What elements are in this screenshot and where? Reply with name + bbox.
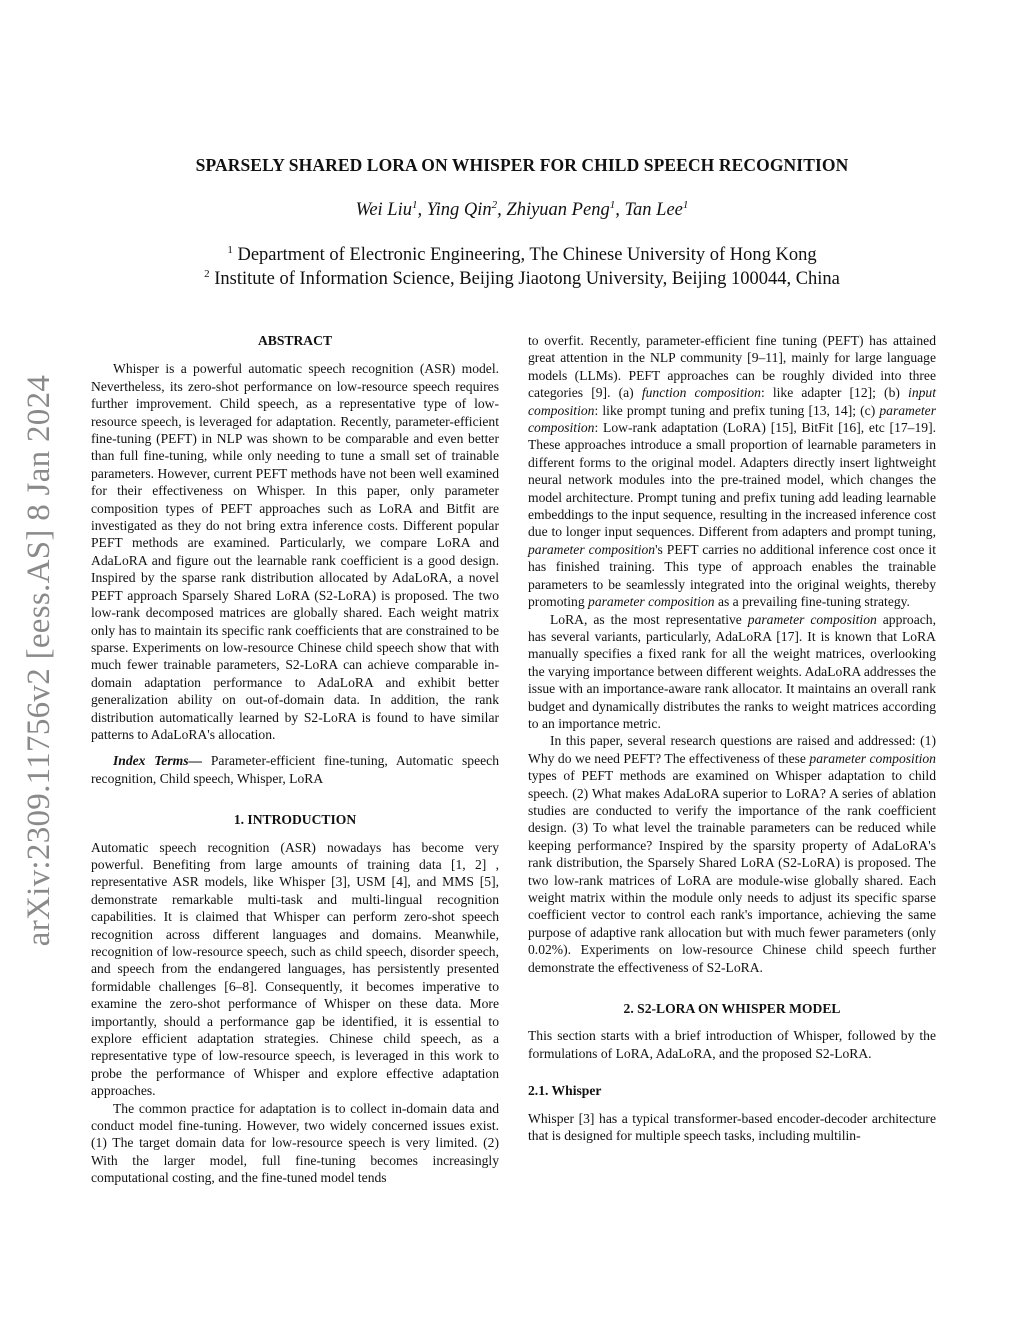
intro-paragraph: Automatic speech recognition (ASR) nowadays has become very powerful. Benefiting from large amounts of training data [1, 2] , representative ASR models, like Whisper [3], USM [4], and MMS [5], demonstrate remarkable multi-task and multi-lingual recognition capabilities. It is claimed that Whisper can perform zero-shot speech recognition across different languages and domains. Meanwhile, recognition of low-resource speech, such as child speech, disorder speech, and speech from the endangered languages, has persistently presented formidable challenges [6–8]. Consequently, it becomes imperative to examine the zero-shot performance of Whisper on these data. More importantly, should a performance gap be identified, it is essential to explore efficient adaptation strategies. Chinese child speech, as a representative type of low-resource speech, is leveraged in this work to probe the performance of Whisper and explore effective adaptation approaches. — [91, 839, 499, 1099]
affiliation-text: Department of Electronic Engineering, The Chinese University of Hong Kong — [237, 245, 817, 265]
abstract-text: Whisper is a powerful automatic speech recognition (ASR) model. Nevertheless, its zero-shot performance on low-resource speech requires further improvement. Child speech, as a representative type of low-resource speech, is leveraged for adaptation. Recently, parameter-efficient fine-tuning (PEFT) in NLP was shown to be comparable and even better than full fine-tuning, while only needing to tune a small set of trainable parameters. However, current PEFT methods have not been well examined for their effectiveness on Whisper. In this paper, only parameter composition types of PEFT approaches such as LoRA and Bitfit are investigated as they do not bring extra inference costs. Different popular PEFT methods are examined. Particularly, we compare LoRA and AdaLoRA and figure out the learnable rank coefficient is a good design. Inspired by the sparse rank distribution allocated by AdaLoRA, a novel PEFT approach Sparsely Shared LoRA (S2-LoRA) is proposed. The two low-rank decomposed matrices are globally shared. Each weight matrix only has to maintain its specific rank coefficients that are constrained to be sparse. Experiments on low-resource Chinese child speech show that with much fewer trainable parameters, S2-LoRA can achieve comparable in-domain adaptation performance to AdaLoRA and exhibit better generalization ability on out-of-domain data. In addition, the rank distribution automatically learned by S2-LoRA is found to have similar patterns to AdaLoRA's allocation. — [91, 361, 499, 742]
index-terms-label: Index Terms— — [113, 753, 203, 769]
author-name: Tan Lee — [624, 200, 683, 220]
section2-paragraph: This section starts with a brief introduction of Whisper, followed by the formulations of LoRA, AdaLoRA, and the proposed S2-LoRA. — [528, 1028, 936, 1061]
intro-paragraph: The common practice for adaptation is to collect in-domain data and conduct model fine-tuning. However, two widely concerned issues exist. (1) The target domain data for low-resource speech is very limited. (2) With the larger model, full fine-tuning becomes increasingly computational costing, and the fine-tuned model tends — [91, 1100, 499, 1186]
right-column — [528, 332, 936, 1144]
index-terms — [91, 752, 499, 787]
affiliation-text: Institute of Information Science, Beijing Jiaotong University, Beijing 100044, China — [214, 269, 840, 289]
author-name: Wei Liu — [355, 200, 412, 220]
author-name: Zhiyuan Peng — [506, 200, 610, 220]
intro-paragraph: to overfit. Recently, parameter-efficient fine tuning (PEFT) has attained great attention in the NLP community [9–11], mainly for large language models (LLMs). PEFT approaches can be roughly divided into three categories [9]. (a) function composition: like adapter [12]; (b) input composition: like prompt tuning and prefix tuning [13, 14]; (c) parameter composition: Low-rank adaptation (LoRA) [15], BitFit [16], etc [17–19]. These approaches introduce a small proportion of learnable parameters in different forms to the original model. Adapters directly insert lightweight neural network modules into the pre-trained model, which changes the model architecture. Prompt tuning and prefix tuning add leading learnable embeddings to the input sequence, resulting in the increased inference cost due to longer input sequences. Different from adapters and prompt tuning, parameter composition's PEFT carries no additional inference cost once it has finished training. This type of approach enables the trainable parameters to be seamlessly integrated into the original weights, thereby promoting parameter composition as a prevailing fine-tuning strategy. — [528, 333, 936, 610]
author-affiliation-mark: 2 — [491, 198, 498, 211]
subsection-heading-whisper: 2.1. Whisper — [528, 1083, 602, 1099]
index-terms-text: Parameter-efficient fine-tuning, Automatic speech recognition, Child speech, Whisper, LoRA — [91, 753, 499, 786]
author-affiliation-mark: 1 — [609, 198, 616, 211]
whisper-paragraph: Whisper [3] has a typical transformer-based encoder-decoder architecture that is designed for multiple speech tasks, including multilin- — [528, 1110, 936, 1144]
left-column — [91, 332, 499, 1187]
abstract-heading: ABSTRACT — [257, 333, 333, 348]
author-name: Ying Qin — [426, 200, 492, 220]
affiliation-line — [90, 243, 954, 267]
affiliation-line — [90, 267, 954, 291]
intro-paragraph: In this paper, several research questions are raised and addressed: (1) Why do we need PEFT? The effectiveness of these parameter composition types of PEFT methods are examined on Whisper adaptation to child speech. (2) What makes AdaLoRA superior to LoRA? A series of ablation studies are conducted to verify the importance of the rank coefficient design. (3) To what level the trainable parameters can be reduced while keeping performance? Inspired by the sparsity property of AdaLoRA's rank distribution, the Sparsely Shared LoRA (S2-LoRA) is proposed. The two low-rank matrices of LoRA are module-wise globally shared. Each weight matrix within the module only needs to adjust its specific sparse coefficient vector to control each rank's importance, achieving the same purpose of adaptive rank allocation but with much fewer parameters (only 0.02%). Experiments on low-resource Chinese child speech further demonstrate the effectiveness of S2-LoRA. — [528, 733, 936, 975]
affiliation-mark: 2 — [204, 267, 210, 280]
intro-paragraph: LoRA, as the most representative parameter composition approach, has several variants, particularly, AdaLoRA [17]. It is known that LoRA manually specifies a fixed rank for all the weight matrices, overlooking the varying importance between different weights. AdaLoRA addresses the issue with an importance-aware rank allocator. It maintains an overall rank budget and dynamically distributes the ranks to weight matrices according to an importance metric. — [528, 611, 936, 731]
section-heading-s2-lora: 2. S2-LORA ON WHISPER MODEL — [623, 1001, 841, 1017]
author-affiliation-mark: 1 — [682, 198, 689, 211]
section-heading-introduction: 1. INTRODUCTION — [233, 812, 357, 828]
arxiv-identifier-stamp — [14, 330, 66, 990]
arxiv-identifier-text: arXiv:2309.11756v2 [eess.AS] 8 Jan 2024 — [21, 374, 58, 946]
affiliation-mark: 1 — [227, 243, 233, 256]
affiliation-list — [90, 243, 954, 291]
paper-title: SPARSELY SHARED LORA ON WHISPER FOR CHILD SPEECH RECOGNITION — [195, 155, 849, 175]
author-affiliation-mark: 1 — [411, 198, 418, 211]
author-list: Wei Liu$^1$, Ying Qin$^2$, Zhiyuan Peng$^1$, Tan Lee$^1$ — [355, 198, 689, 220]
